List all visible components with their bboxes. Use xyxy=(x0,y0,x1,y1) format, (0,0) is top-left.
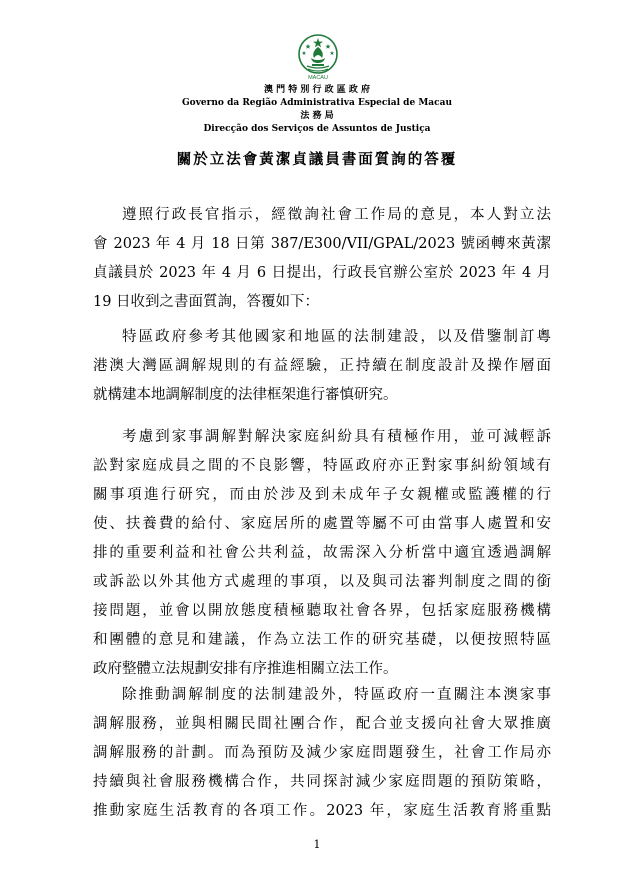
text-line: 政府整體立法規劃安排有序推進相關立法工作。 xyxy=(93,661,398,677)
text-line: 排的重要利益和社會公共利益，故需深入分析當中適宜透過調解 xyxy=(93,545,551,561)
document-title: 關於立法會黃潔貞議員書面質詢的答覆 xyxy=(176,151,458,168)
text-line: 持續與社會服務機構合作，共同探討減少家庭問題的預防策略， xyxy=(93,774,551,790)
text-line: 19 日收到之書面質詢，答覆如下： xyxy=(93,294,320,310)
government-name-zh: 澳 門 特 別 行 政 區 政 府 xyxy=(263,85,371,95)
text-line: 港澳大灣區調解規則的有益經驗，正持續在制度設計及操作層面 xyxy=(93,358,551,374)
letterhead xyxy=(0,84,634,136)
page-number: 1 xyxy=(313,838,321,851)
text-line: 除推動調解制度的法制建設外，特區政府一直關注本澳家事 xyxy=(122,687,551,703)
text-line: 推動家庭生活教育的各項工作。2023 年，家庭生活教育將重點 xyxy=(93,803,551,819)
paragraph-1 xyxy=(93,201,551,317)
text-line: 關事項進行研究，而由於涉及到未成年子女親權或監護權的行 xyxy=(93,487,551,503)
text-line: 使、扶養費的給付、家庭居所的處置等屬不可由當事人處置和安 xyxy=(93,516,551,532)
bureau-name-zh: 法 務 局 xyxy=(300,111,334,121)
text-line: 調解服務，並與相關民間社團合作，配合並支援向社會大眾推廣 xyxy=(93,716,551,732)
text-line: 貞議員於 2023 年 4 月 6 日提出，行政長官辦公室於 2023 年 4 月 xyxy=(93,265,551,281)
text-line: 遵照行政長官指示，經徵詢社會工作局的意見，本人對立法 xyxy=(122,207,551,223)
text-line: 或訴訟以外其他方式處理的事項，以及與司法審判制度之間的銜 xyxy=(93,574,551,590)
text-line: 特區政府參考其他國家和地區的法制建設，以及借鑒制訂粵 xyxy=(122,329,551,345)
paragraph-3 xyxy=(93,423,551,684)
macau-emblem-logo xyxy=(297,33,339,81)
text-line: 就構建本地調解制度的法律框架進行審慎研究。 xyxy=(93,387,398,403)
text-line: 訟對家庭成員之間的不良影響，特區政府亦正對家事糾紛領域有 xyxy=(93,458,551,474)
text-line: 和團體的意見和建議，作為立法工作的研究基礎，以便按照特區 xyxy=(93,632,551,648)
government-name-pt: Governo da Região Administrativa Especial de Macau xyxy=(182,98,452,108)
text-line: 會 2023 年 4 月 18 日第 387/E300/VII/GPAL/2023 號函轉來黃潔 xyxy=(93,236,551,252)
paragraph-2 xyxy=(93,323,551,410)
paragraph-4 xyxy=(93,681,551,826)
text-line: 調解服務的計劃。而為預防及減少家庭問題發生，社會工作局亦 xyxy=(93,745,551,761)
text-line: 考慮到家事調解對解決家庭糾紛具有積極作用，並可減輕訴 xyxy=(122,429,551,445)
emblem-text: MACAU xyxy=(308,75,328,81)
bureau-name-pt: Direcção dos Serviços de Assuntos de Justiça xyxy=(203,124,431,134)
text-line: 接問題，並會以開放態度積極聽取社會各界，包括家庭服務機構 xyxy=(93,603,551,619)
